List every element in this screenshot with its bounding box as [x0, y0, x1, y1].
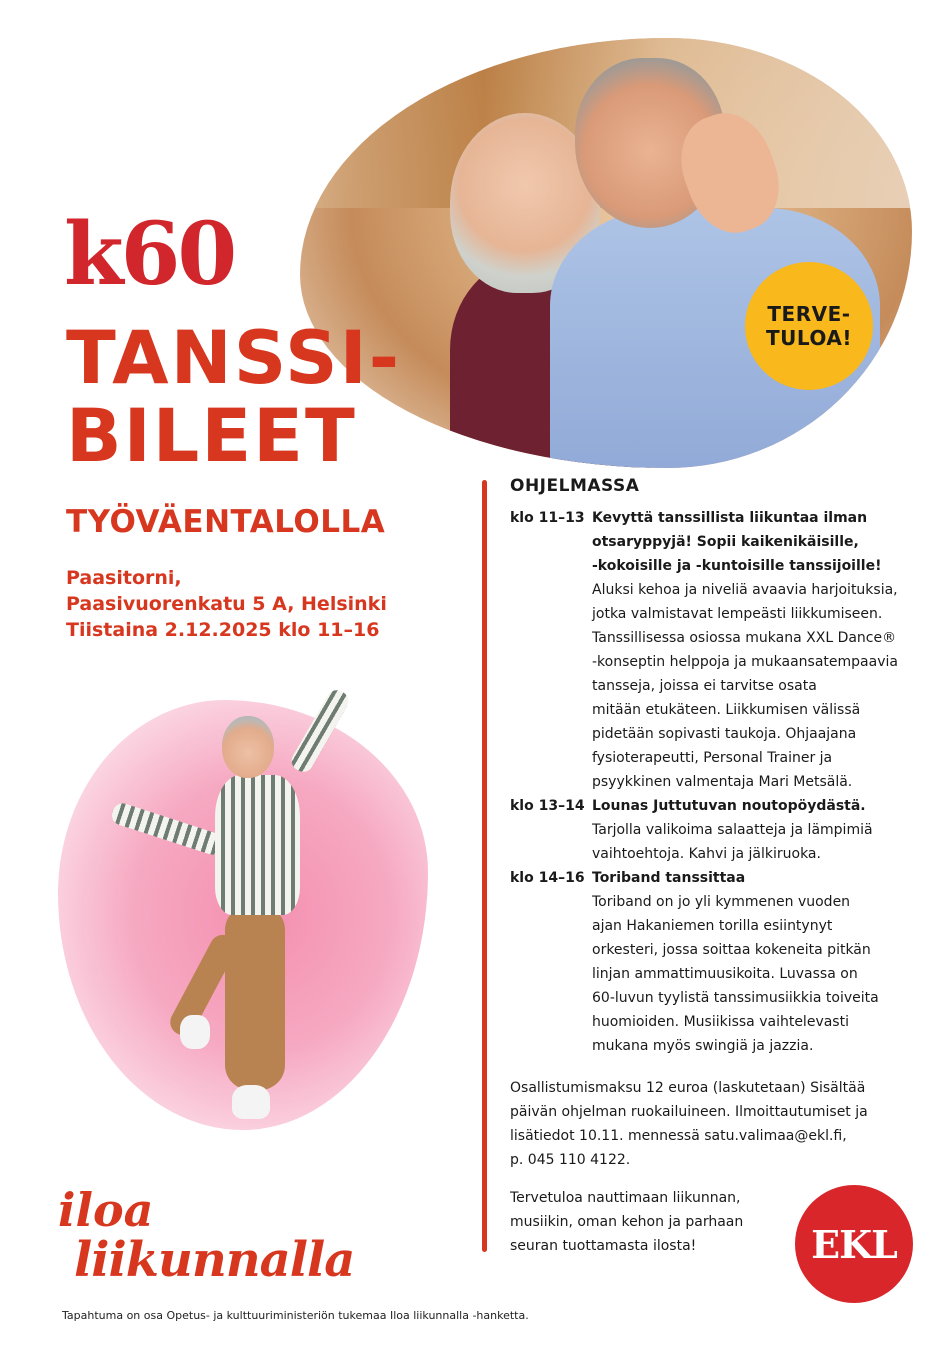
info-line: p. 045 110 4122.	[510, 1152, 631, 1168]
entry-line: linjan ammattimuusikoita. Luvassa on	[592, 966, 858, 982]
program-entry	[510, 866, 930, 1058]
event-location	[66, 565, 387, 643]
venue-name: Paasitorni,	[66, 567, 182, 589]
entry-line: jotka valmistavat lempeästi liikkumiseen.	[592, 606, 883, 622]
welcome-badge: TERVE- TULOA!	[745, 262, 873, 390]
entry-line: vaihtoehtoja. Kahvi ja jälkiruoka.	[592, 846, 821, 862]
entry-line: -kokoisille ja -kuntoisille tanssijoille!	[592, 558, 882, 574]
entry-line: 60-luvun tyylistä tanssimusiikkia toiveita	[592, 990, 879, 1006]
entry-line: Tanssillisessa osiossa mukana XXL Dance®	[592, 630, 897, 646]
dancer-shoe	[180, 1015, 210, 1049]
entry-line: pidetään sopivasti taukoja. Ohjaajana	[592, 726, 857, 742]
logo-line: iloa	[58, 1183, 154, 1237]
page-title: TANSSI- BILEET	[66, 316, 402, 479]
logo-line: liikunnalla	[74, 1232, 355, 1288]
entry-line: ajan Hakaniemen torilla esiintynyt	[592, 918, 833, 934]
entry-line: huomioiden. Musiikissa vaihtelevasti	[592, 1014, 849, 1030]
dancer-striped-shirt	[215, 775, 300, 915]
page-subtitle: TYÖVÄENTALOLLA	[66, 504, 386, 540]
entry-line: Toriband tanssittaa	[592, 870, 746, 886]
ekl-logo: EKL	[795, 1185, 913, 1303]
entry-line: orkesteri, jossa soittaa kokeneita pitkän	[592, 942, 871, 958]
entry-line: mukana myös swingiä ja jazzia.	[592, 1038, 814, 1054]
dancer-legs	[225, 905, 285, 1090]
venue-address: Paasivuorenkatu 5 A, Helsinki	[66, 593, 387, 615]
k60-logo: k60	[64, 204, 235, 305]
entry-line: psyykkinen valmentaja Mari Metsälä.	[592, 774, 853, 790]
entry-line: otsaryppyjä! Sopii kaikenikäisille,	[592, 534, 859, 550]
entry-time: klo 11–13	[510, 510, 585, 526]
entry-line: fysioterapeutti, Personal Trainer ja	[592, 750, 833, 766]
info-line: lisätiedot 10.11. mennessä satu.valimaa@ekl.fi,	[510, 1128, 847, 1144]
program-entry	[510, 506, 930, 794]
entry-line: Kevyttä tanssillista liikuntaa ilman	[592, 510, 868, 526]
program-entry	[510, 794, 930, 866]
entry-line: Tarjolla valikoima salaatteja ja lämpimiä	[592, 822, 873, 838]
welcome-line: seuran tuottamasta ilosta!	[510, 1238, 697, 1254]
entry-line: -konseptin helppoja ja mukaansatempaavia	[592, 654, 898, 670]
entry-line: Aluksi kehoa ja niveliä avaavia harjoituksia,	[592, 582, 898, 598]
dancer-shoe	[232, 1085, 270, 1119]
entry-time: klo 14–16	[510, 870, 585, 886]
registration-info	[510, 1076, 930, 1172]
dancer-head	[222, 716, 274, 778]
program-section	[510, 474, 930, 1258]
welcome-line: Tervetuloa nauttimaan liikunnan,	[510, 1190, 741, 1206]
iloa-liikunnalla-logo	[54, 1183, 355, 1305]
info-line: päivän ohjelman ruokailuineen. Ilmoittautumiset ja	[510, 1104, 868, 1120]
entry-line: tansseja, joissa ei tarvitse osata	[592, 678, 817, 694]
program-heading: OHJELMASSA	[510, 476, 640, 496]
entry-time: klo 13–14	[510, 798, 585, 814]
entry-line: mitään etukäteen. Liikkumisen välissä	[592, 702, 861, 718]
entry-description	[592, 866, 930, 1058]
event-date-time: Tiistaina 2.12.2025 klo 11–16	[66, 619, 380, 641]
footer-note: Tapahtuma on osa Opetus- ja kulttuuriministeriön tukemaa Iloa liikunnalla -hanketta.	[62, 1309, 529, 1322]
entry-description	[592, 794, 930, 866]
entry-description	[592, 506, 930, 794]
entry-line: Toriband on jo yli kymmenen vuoden	[592, 894, 851, 910]
info-line: Osallistumismaksu 12 euroa (laskutetaan) Sisältää	[510, 1080, 866, 1096]
welcome-line: musiikin, oman kehon ja parhaan	[510, 1214, 744, 1230]
entry-line: Lounas Juttutuvan noutopöydästä.	[592, 798, 866, 814]
column-divider	[482, 480, 487, 1252]
